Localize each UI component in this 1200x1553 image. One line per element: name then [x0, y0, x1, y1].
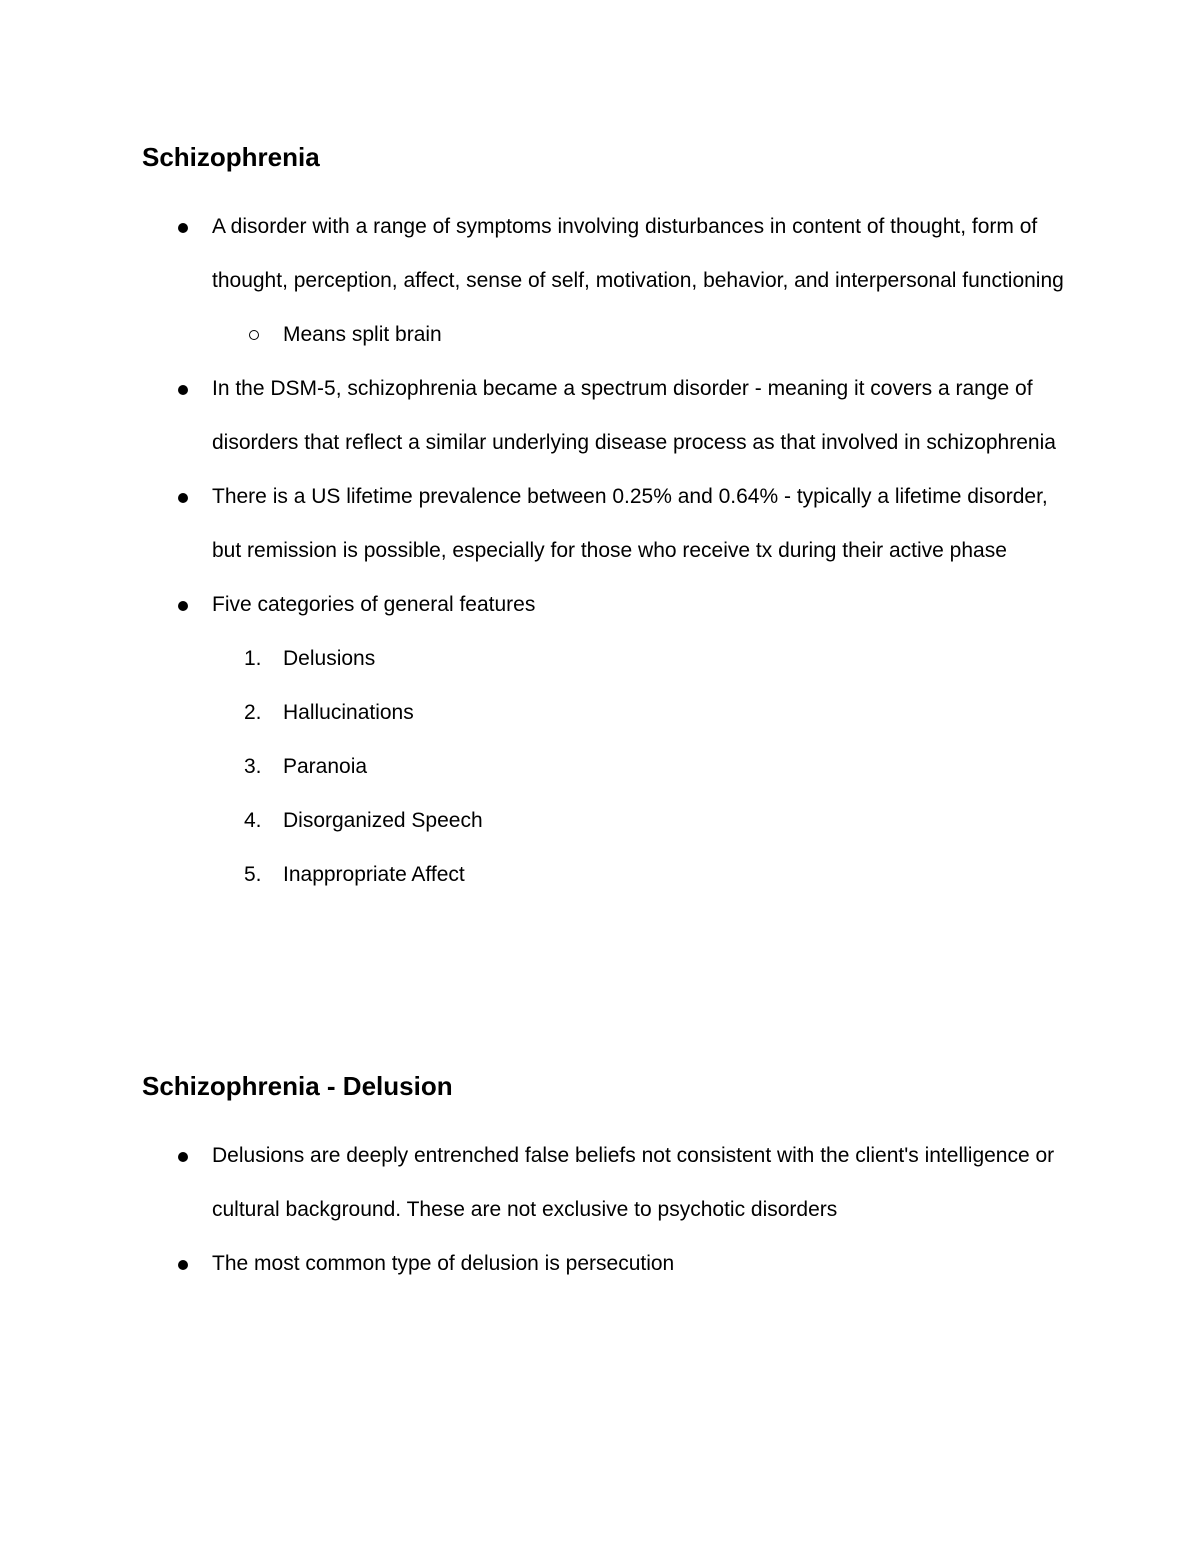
- list-number: 2.: [244, 701, 262, 724]
- sub-bullet-text: Means split brain: [283, 323, 442, 346]
- bullet-icon: [178, 1260, 188, 1270]
- bullet-list-schizophrenia: [0, 200, 1072, 902]
- bullet-text: A disorder with a range of symptoms involving disturbances in content of thought, form of thought, perception, affect, sense of self, motivation, behavior, and interpersonal functioning: [212, 215, 1064, 292]
- feature-numbered-list: [212, 632, 1072, 902]
- list-number: 1.: [244, 647, 262, 670]
- section-heading-delusion: Schizophrenia - Delusion: [142, 1071, 453, 1101]
- bullet-item: [0, 200, 1072, 362]
- bullet-list-delusion: [0, 1129, 1072, 1291]
- bullet-item: [0, 1237, 1072, 1291]
- bullet-text: In the DSM-5, schizophrenia became a spectrum disorder - meaning it covers a range of disorders that reflect a similar underlying disease process as that involved in schizophrenia: [212, 377, 1056, 454]
- bullet-text: Delusions are deeply entrenched false beliefs not consistent with the client's intelligence or cultural background. These are not exclusive to psychotic disorders: [212, 1144, 1055, 1221]
- bullet-item: [0, 470, 1072, 578]
- numbered-item: [0, 848, 1072, 902]
- bullet-text: Five categories of general features: [212, 593, 536, 616]
- sub-bullet-item: [0, 308, 1072, 362]
- section-heading-schizophrenia: Schizophrenia: [142, 142, 320, 172]
- bullet-icon: [178, 493, 188, 503]
- list-number: 3.: [244, 755, 262, 778]
- bullet-icon: [178, 601, 188, 611]
- numbered-item-text: Inappropriate Affect: [283, 863, 465, 886]
- numbered-item-text: Disorganized Speech: [283, 809, 483, 832]
- bullet-text: The most common type of delusion is persecution: [212, 1252, 675, 1275]
- bullet-item: [0, 1129, 1072, 1237]
- hollow-bullet-icon: [249, 330, 259, 340]
- bullet-icon: [178, 385, 188, 395]
- numbered-item-text: Hallucinations: [283, 701, 414, 724]
- numbered-item-text: Delusions: [283, 647, 376, 670]
- numbered-item-text: Paranoia: [283, 755, 368, 778]
- sub-bullet-list: [212, 308, 1072, 362]
- bullet-icon: [178, 1152, 188, 1162]
- bullet-text: There is a US lifetime prevalence between 0.25% and 0.64% - typically a lifetime disorder, but remission is possible, especially for those who receive tx during their active phase: [212, 485, 1048, 562]
- numbered-item: [0, 794, 1072, 848]
- list-number: 4.: [244, 809, 262, 832]
- numbered-item: [0, 686, 1072, 740]
- bullet-item: [0, 578, 1072, 902]
- numbered-item: [0, 740, 1072, 794]
- list-number: 5.: [244, 863, 262, 886]
- numbered-item: [0, 632, 1072, 686]
- bullet-item: [0, 362, 1072, 470]
- bullet-icon: [178, 223, 188, 233]
